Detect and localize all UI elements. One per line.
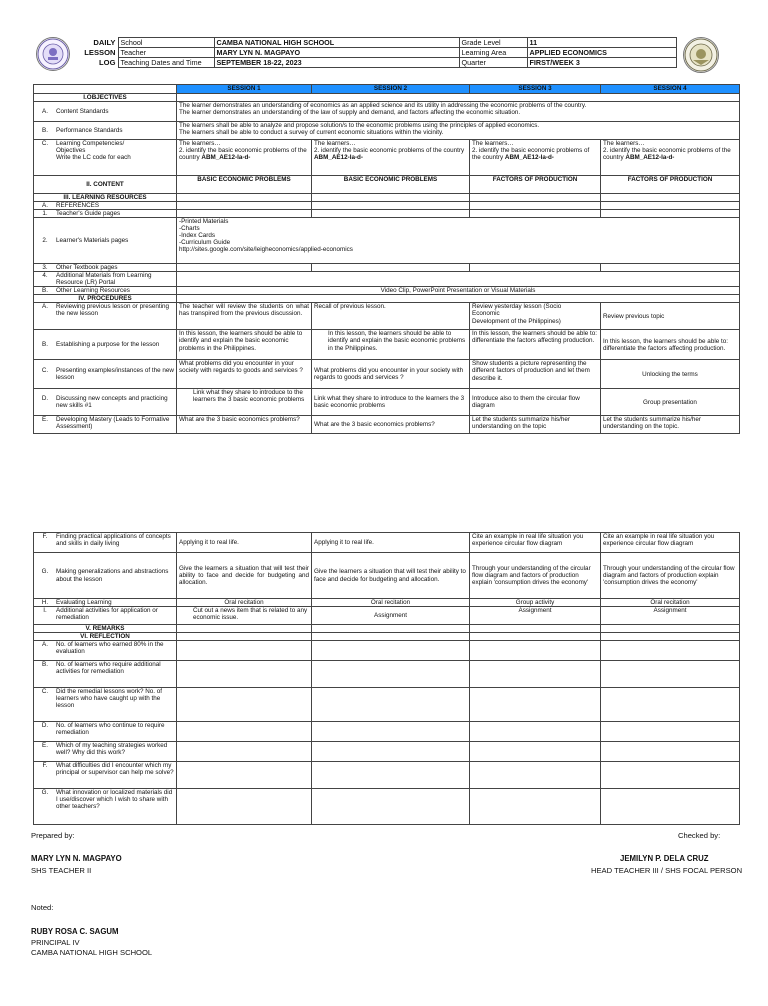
purpose-session-1: In this lesson, the learners should be able to identify and explain the basic economic problems in the Philippines. (177, 330, 312, 360)
review-session-4: Review previous topic (601, 303, 740, 330)
lesson-table-part-1 (33, 84, 740, 434)
checker-name: JEMILYN P. DELA CRUZ (620, 854, 709, 863)
school-seal-logo (683, 37, 719, 73)
competency-session-3: The learners… 2. identify the basic economic problems of the country ABM_AE12-Ia-d- (470, 140, 601, 176)
noter-school: CAMBA NATIONAL HIGH SCHOOL (31, 948, 153, 957)
reviewing-lesson-label: A. Reviewing previous lesson or presenting the new lesson (34, 303, 177, 330)
evaluating-session-3: Group activity (470, 599, 601, 607)
title-line-3: LOG (99, 57, 116, 67)
learners-materials-list: -Printed Materials -Charts -Index Cards -Curriculum Guide http://sites.google.com/site/leigheconomics/applied-economics (177, 218, 740, 264)
examples-session-4: Unlocking the terms (601, 360, 740, 389)
additional-session-4: Assignment (601, 607, 740, 625)
reflection-a-label: A. No. of learners who earned 80% in the evaluation (34, 641, 177, 661)
session-2-header: SESSION 2 (312, 85, 470, 94)
discussing-session-1: Link what they share to introduce to the learners the 3 basic economic problems (177, 389, 312, 416)
examples-session-2: What problems did you encounter in your society with regards to goods and services ? (312, 360, 470, 389)
mastery-session-4: Let the students summarize his/her understanding on the topic. (601, 416, 740, 434)
purpose-label: B. Establishing a purpose for the lesson (34, 330, 177, 360)
applications-session-3: Cite an example in real life situation you experience circular flow diagram (470, 533, 601, 553)
reflection-e-label: E. Which of my teaching strategies worked well? Why did this work? (34, 742, 177, 762)
content-standards-label: A. Content Standards (34, 102, 177, 122)
noter-name: RUBY ROSA C. SAGUM (31, 927, 119, 936)
reflection-c-label: C. Did the remedial lessons work? No. of learners who have caught up with the lesson (34, 688, 177, 722)
dates-value: SEPTEMBER 18-22, 2023 (214, 58, 459, 68)
objectives-heading: I.OBJECTIVES (34, 94, 177, 102)
session-3-header: SESSION 3 (470, 85, 601, 94)
learning-competencies-label: C. Learning Competencies/ Objectives Write the LC code for each (34, 140, 177, 176)
content-session-4: FACTORS OF PRODUCTION (601, 176, 740, 194)
generalizations-session-1: Give the learners a situation that will test their ability to face and decide for budgeting and allocation. (177, 553, 312, 599)
learners-materials-label: 2. Learner's Materials pages (34, 218, 177, 264)
examples-session-3: Show students a picture representing the different factors of production and let them describe it. (470, 360, 601, 389)
teacher-label: Teacher (118, 48, 214, 58)
daily-lesson-log-title (76, 38, 118, 68)
developing-mastery-label: E. Developing Mastery (Leads to Formative Assessment) (34, 416, 177, 434)
header-table (76, 37, 677, 68)
content-heading: II. CONTENT (34, 176, 177, 194)
purpose-session-3: In this lesson, the learners should be able to: differentiate the factors affecting production. (470, 330, 601, 360)
prepared-by-label: Prepared by: (31, 831, 75, 840)
teacher-value: MARY LYN N. MAGPAYO (214, 48, 459, 58)
procedures-heading: IV. PROCEDURES (34, 295, 177, 303)
lesson-table-part-2 (33, 532, 740, 825)
generalizations-label: G. Making generalizations and abstractions about the lesson (34, 553, 177, 599)
performance-standards-label: B. Performance Standards (34, 122, 177, 140)
evaluating-learning-label: H. Evaluating Learning (34, 599, 177, 607)
reflection-heading: VI. REFLECTION (34, 633, 177, 641)
competency-session-1: The learners… 2. identify the basic economic problems of the country ABM_AE12-Ia-d- (177, 140, 312, 176)
noted-label: Noted: (31, 903, 54, 912)
applications-session-1: Applying it to real life. (177, 533, 312, 553)
mastery-session-3: Let the students summarize his/her understanding on the topic (470, 416, 601, 434)
school-label: School (118, 38, 214, 48)
reflection-b-label: B. No. of learners who require additional activities for remediation (34, 661, 177, 688)
lr-portal-label: 4. Additional Materials from Learning Resource (LR) Portal (34, 272, 177, 287)
discussing-session-2: Link what they share to introduce to the learners the 3 basic economic problems (312, 389, 470, 416)
session-1-header: SESSION 1 (177, 85, 312, 94)
checked-by-label: Checked by: (678, 831, 721, 840)
additional-session-2: Assignment (312, 607, 470, 625)
preparer-name: MARY LYN N. MAGPAYO (31, 854, 122, 863)
seal-left-icon (37, 38, 69, 70)
evaluating-session-2: Oral recitation (312, 599, 470, 607)
content-session-3: FACTORS OF PRODUCTION (470, 176, 601, 194)
dates-label: Teaching Dates and Time (118, 58, 214, 68)
checker-title: HEAD TEACHER III / SHS FOCAL PERSON (591, 866, 743, 875)
mastery-session-1: What are the 3 basic economics problems? (177, 416, 312, 434)
session-header-row (34, 85, 740, 94)
presenting-examples-label: C. Presenting examples/instances of the new lesson (34, 360, 177, 389)
quarter-value: FIRST/WEEK 3 (527, 58, 676, 68)
grade-label: Grade Level (459, 38, 527, 48)
purpose-session-4: In this lesson, the learners should be able to: differentiate the factors affecting production. (601, 330, 740, 360)
performance-standards-text: The learners shall be able to analyze and propose solution/s to the economic problems using the principles of applied economics. The learners shall be able to conduct a survey of current economic situations within the vicinity. (177, 122, 740, 140)
generalizations-session-2: Give the learners a situation that will test their ability to face and decide for budgeting and allocation. (312, 553, 470, 599)
practical-applications-label: F. Finding practical applications of concepts and skills in daily living (34, 533, 177, 553)
content-standards-text: The learner demonstrates an understanding of economics as an applied science and its utility in addressing the economic problems of the country. The learner demonstrates an understanding of the law of supply and demand, and factors affecting the economic situation. (177, 102, 740, 122)
references-label: A. REFERENCES (34, 202, 177, 210)
teachers-guide-label: 1. Teacher's Guide pages (34, 210, 177, 218)
quarter-label: Quarter (459, 58, 527, 68)
session-4-header: SESSION 4 (601, 85, 740, 94)
reflection-f-label: F. What difficulties did I encounter which my principal or supervisor can help me solve? (34, 762, 177, 789)
seal-right-icon (684, 38, 718, 72)
evaluating-session-4: Oral recitation (601, 599, 740, 607)
content-session-1: BASIC ECONOMIC PROBLEMS (177, 176, 312, 194)
evaluating-session-1: Oral recitation (177, 599, 312, 607)
other-textbook-label: 3. Other Textbook pages (34, 264, 177, 272)
other-resources-text: Video Clip, PowerPoint Presentation or Visual Materials (177, 287, 740, 295)
purpose-session-2: In this lesson, the learners should be able to identify and explain the basic economic problems in the Philippines. (312, 330, 470, 360)
review-session-1: The teacher will review the students on what has transpired from the previous discussion. (177, 303, 312, 330)
other-resources-label: B. Other Learning Resources (34, 287, 177, 295)
title-line-1: DAILY (93, 37, 116, 47)
additional-activities-label: I. Additional activities for application or remediation (34, 607, 177, 625)
applications-session-4: Cite an example in real life situation you experience circular flow diagram (601, 533, 740, 553)
preparer-title: SHS TEACHER II (31, 866, 92, 875)
discussing-session-3: Introduce also to them the circular flow diagram (470, 389, 601, 416)
mastery-session-2: What are the 3 basic economics problems? (312, 416, 470, 434)
area-value: APPLIED ECONOMICS (527, 48, 676, 58)
grade-value: 11 (527, 38, 676, 48)
competency-session-4: The learners… 2. identify the basic economic problems of the country ABM_AE12-Ia-d- (601, 140, 740, 176)
discussing-concepts-label: D. Discussing new concepts and practicing new skills #1 (34, 389, 177, 416)
remarks-heading: V. REMARKS (34, 625, 177, 633)
title-line-2: LESSON (84, 47, 116, 57)
competency-session-2: The learners… 2. identify the basic economic problems of the country ABM_AE12-Ia-d- (312, 140, 470, 176)
deped-seal-logo (36, 37, 70, 71)
examples-session-1: What problems did you encounter in your society with regards to goods and services ? (177, 360, 312, 389)
learning-resources-heading: III. LEARNING RESOURCES (34, 194, 177, 202)
discussing-session-4: Group presentation (601, 389, 740, 416)
noter-title: PRINCIPAL IV (31, 938, 80, 947)
content-session-2: BASIC ECONOMIC PROBLEMS (312, 176, 470, 194)
review-session-3: Review yesterday lesson (Socio Economic Development of the Philippines) (470, 303, 601, 330)
reflection-d-label: D. No. of learners who continue to require remediation (34, 722, 177, 742)
additional-session-3: Assignment (470, 607, 601, 625)
review-session-2: Recall of previous lesson. (312, 303, 470, 330)
generalizations-session-3: Through your understanding of the circular flow diagram and factors of production explain 'consumption drives the economy' (470, 553, 601, 599)
school-value: CAMBA NATIONAL HIGH SCHOOL (214, 38, 459, 48)
area-label: Learning Area (459, 48, 527, 58)
additional-session-1: Cut out a news item that is related to any economic issue. (177, 607, 312, 625)
generalizations-session-4: Through your understanding of the circular flow diagram and factors of production explain 'consumption drives the economy' (601, 553, 740, 599)
reflection-g-label: G. What innovation or localized materials did I use/discover which I wish to share with other teachers? (34, 789, 177, 825)
applications-session-2: Applying it to real life. (312, 533, 470, 553)
